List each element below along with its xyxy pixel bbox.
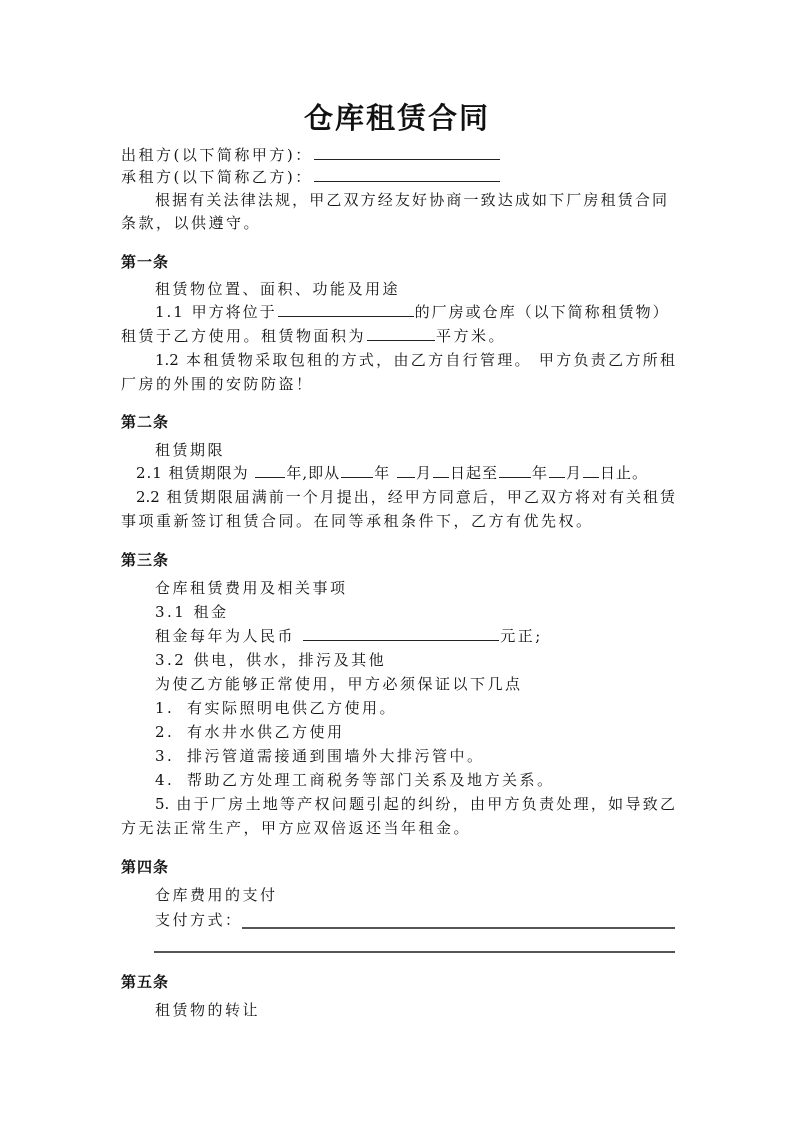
- list-item: [155, 697, 397, 719]
- item-number: 3.: [155, 747, 175, 765]
- clause-1-1: [155, 301, 670, 323]
- start-month-blank[interactable]: [397, 463, 415, 478]
- start-day-blank[interactable]: [433, 463, 449, 478]
- article-5-heading: 第五条: [121, 973, 170, 991]
- article-5-subtitle: 租赁物的转让: [155, 1001, 261, 1019]
- rent-amount-blank[interactable]: [303, 626, 499, 641]
- clause-text: 的厂房或仓库（以下简称租赁物）: [414, 303, 670, 321]
- intro-line-1: 根据有关法律法规，甲乙双方经友好协商一致达成如下厂房租赁合同: [155, 191, 667, 209]
- item-number: 4.: [155, 771, 175, 789]
- article-1-subtitle: 租赁物位置、面积、功能及用途: [155, 280, 401, 298]
- list-item: [155, 745, 485, 767]
- clause-text: 年: [374, 464, 396, 482]
- lessee-label: 承租方(以下简称乙方)：: [121, 168, 313, 186]
- clause-text: 月: [566, 464, 583, 482]
- clause-text: 月: [415, 464, 432, 482]
- clause-2-1: [136, 462, 648, 484]
- lessee-line: [121, 166, 501, 188]
- area-blank[interactable]: [367, 326, 435, 341]
- rent-line: [155, 625, 543, 647]
- clause-text: 日起至: [449, 464, 498, 482]
- article-1-heading: 第一条: [121, 253, 170, 271]
- term-years-blank[interactable]: [255, 463, 285, 478]
- item-text: 帮助乙方处理工商税务等部门关系及地方关系。: [187, 771, 555, 789]
- start-year-blank[interactable]: [341, 463, 373, 478]
- clause-text: 日止。: [600, 464, 649, 482]
- clause-1-2: 1.2 本租赁物采取包租的方式，由乙方自行管理。 甲方负责乙方所租: [155, 351, 675, 369]
- article-4-heading: 第四条: [121, 858, 170, 876]
- clause-text: 租金每年为人民币: [155, 627, 303, 645]
- list-item-5-cont: 方无法正常生产，甲方应双倍返还当年租金。: [121, 819, 472, 837]
- list-item-5: 5. 由于厂房土地等产权问题引起的纠纷，由甲方负责处理，如导致乙: [155, 795, 675, 813]
- end-month-blank[interactable]: [549, 463, 565, 478]
- list-item: [155, 721, 345, 743]
- article-4-subtitle: 仓库费用的支付: [155, 886, 278, 904]
- article-2-heading: 第二条: [121, 413, 170, 431]
- lessor-label: 出租方(以下简称甲方)：: [121, 146, 313, 164]
- item-text: 有水井水供乙方使用: [187, 723, 345, 741]
- end-year-blank[interactable]: [499, 463, 531, 478]
- payment-method-blank-2[interactable]: [154, 951, 675, 953]
- clause-3-2-intro: 为使乙方能够正常使用，甲方必须保证以下几点: [155, 675, 523, 693]
- article-3-heading: 第三条: [121, 551, 170, 569]
- item-number: 2.: [155, 723, 175, 741]
- clause-3-1: 3.1 租金: [155, 603, 229, 621]
- payment-method-blank[interactable]: [242, 927, 675, 929]
- end-day-blank[interactable]: [583, 463, 599, 478]
- lessor-line: [121, 144, 501, 166]
- clause-text: 年: [532, 464, 549, 482]
- clause-2-2-cont: 事项重新签订租赁合同。在同等承租条件下，乙方有优先权。: [121, 512, 594, 530]
- clause-text: 2.1 租赁期限为: [136, 464, 255, 482]
- payment-method-label: 支付方式：: [155, 911, 243, 929]
- clause-1-1-cont: [121, 325, 506, 347]
- clause-text: 1.1 甲方将位于: [155, 303, 277, 321]
- location-blank[interactable]: [278, 302, 414, 317]
- article-2-subtitle: 租赁期限: [155, 441, 226, 459]
- clause-text: 租赁于乙方使用。租赁物面积为: [121, 327, 367, 345]
- lessor-blank[interactable]: [314, 145, 500, 160]
- clause-text: 年,即从: [286, 464, 341, 482]
- clause-2-2: 2.2 租赁期限届满前一个月提出，经甲方同意后，甲乙双方将对有关租赁: [136, 488, 675, 506]
- item-number: 1.: [155, 699, 175, 717]
- article-3-subtitle: 仓库租赁费用及相关事项: [155, 579, 348, 597]
- lessee-blank[interactable]: [314, 167, 500, 182]
- list-item: [155, 769, 555, 791]
- clause-text: 元正;: [500, 627, 543, 645]
- clause-3-2: 3.2 供电，供水，排污及其他: [155, 651, 387, 669]
- clause-text: 平方米。: [436, 327, 507, 345]
- clause-1-2-cont: 厂房的外围的安防防盗！: [121, 375, 314, 393]
- item-text: 有实际照明电供乙方使用。: [187, 699, 398, 717]
- item-text: 排污管道需接通到围墙外大排污管中。: [187, 747, 485, 765]
- intro-line-2: 条款，以供遵守。: [121, 214, 262, 232]
- document-title: 仓库租赁合同: [303, 101, 490, 135]
